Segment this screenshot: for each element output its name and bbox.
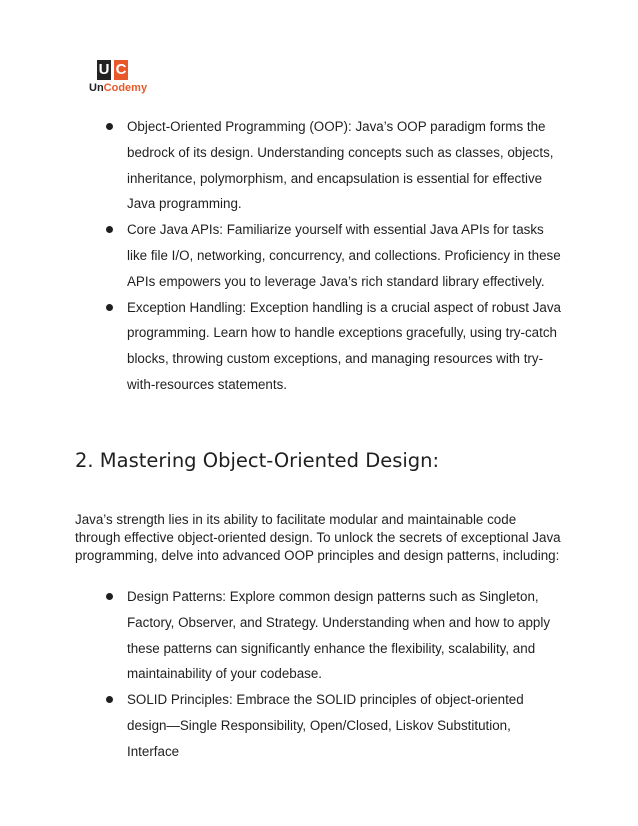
logo-wordmark-codemy: Codemy <box>103 82 148 94</box>
section-heading: 2. Mastering Object-Oriented Design: <box>75 449 440 472</box>
list-item <box>106 114 566 217</box>
bullet-icon <box>106 226 113 233</box>
list-item-text: Exception Handling: Exception handling is a crucial aspect of robust Java programming. Learn how to handle exceptions gracefully, using try-catch blocks, throwing custom exceptions, and managing resources with try-with-resources statements. <box>127 299 561 392</box>
list-item <box>106 217 566 294</box>
list-item-text: SOLID Principles: Embrace the SOLID principles of object-oriented design—Single Responsibility, Open/Closed, Liskov Substitution, Interface <box>127 692 524 759</box>
bullet-icon <box>106 593 113 600</box>
intro-paragraph: Java’s strength lies in its ability to facilitate modular and maintainable code through effective object-oriented design. To unlock the secrets of exceptional Java programming, delve into advanced OOP principles and design patterns, including: <box>75 512 561 563</box>
uncodemy-logo <box>89 60 149 96</box>
logo-mark-u: U <box>98 61 110 78</box>
list-item <box>106 687 566 764</box>
list-item-text: Core Java APIs: Familiarize yourself with essential Java APIs for tasks like file I/O, networking, concurrency, and collections. Proficiency in these APIs empowers you to leverage Java’s rich standard library effectively. <box>127 222 561 289</box>
logo-wordmark <box>89 82 147 95</box>
oop-design-list <box>106 584 566 765</box>
java-fundamentals-list <box>106 114 566 398</box>
logo-mark-c: C <box>115 61 127 78</box>
list-item <box>106 295 566 398</box>
logo-wordmark-un: Un <box>89 82 104 94</box>
logo-mark <box>97 60 128 80</box>
list-item-text: Object-Oriented Programming (OOP): Java’s OOP paradigm forms the bedrock of its design. Understanding concepts such as classes, objects, inheritance, polymorphism, and encapsulation is essential for effective Java programming. <box>127 119 554 212</box>
bullet-icon <box>106 304 113 311</box>
bullet-icon <box>106 123 113 130</box>
list-item <box>106 584 566 687</box>
bullet-icon <box>106 696 113 703</box>
list-item-text: Design Patterns: Explore common design patterns such as Singleton, Factory, Observer, and Strategy. Understanding when and how to apply these patterns can significantly enhance the flexibility, scalability, and maintainability of your codebase. <box>127 589 551 682</box>
